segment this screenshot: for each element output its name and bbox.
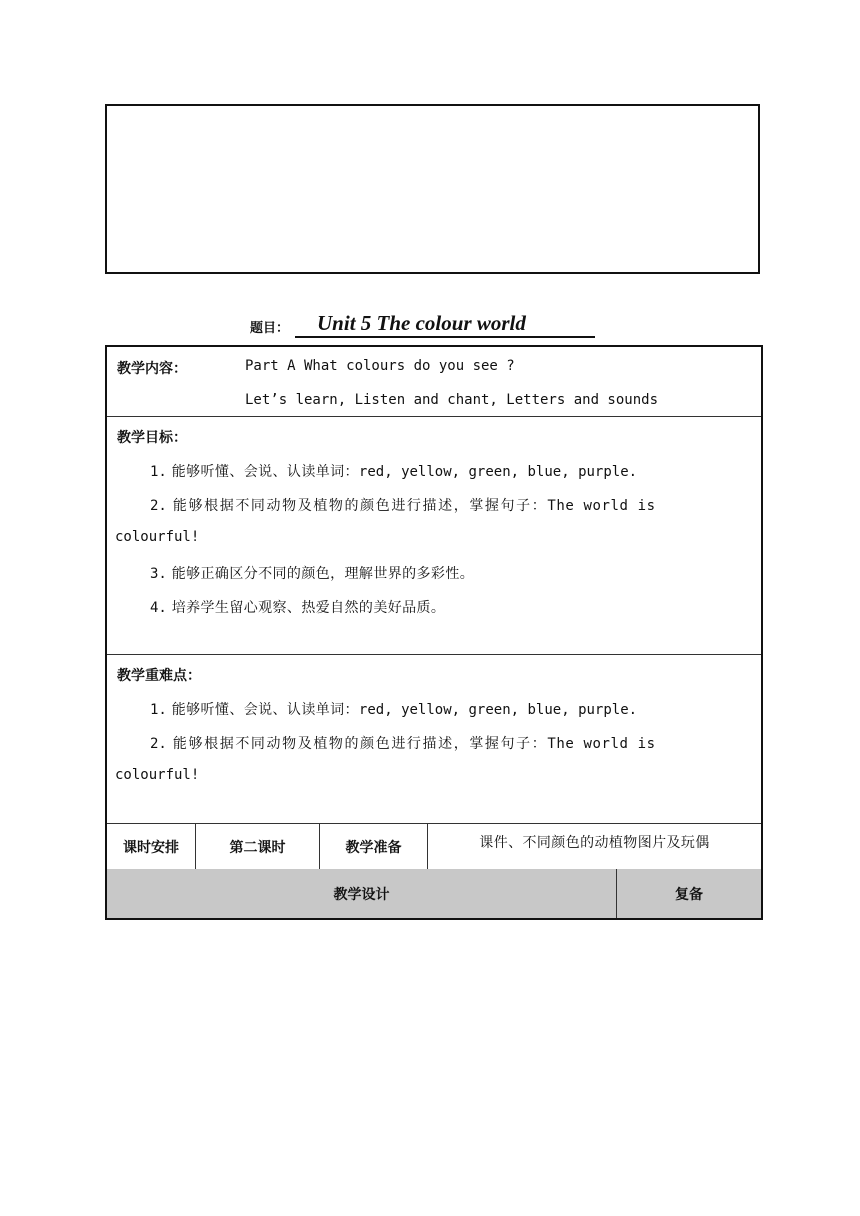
objective-3: [150, 563, 474, 583]
key-point-2-en: The world is: [547, 736, 656, 752]
objective-1-num: 1.: [150, 464, 167, 480]
schedule-row: [107, 823, 761, 871]
lesson-table: [105, 345, 763, 920]
key-point-1-en: red, yellow, green, blue, purple.: [358, 702, 638, 718]
objective-4-cn: 培养学生留心观察、热爱自然的美好品质。: [171, 600, 446, 616]
content-line-1: Part A What colours do you see ?: [245, 358, 515, 374]
key-point-2-cn: 能够根据不同动物及植物的颜色进行描述，掌握句子：: [172, 736, 548, 752]
objective-2-cn: 能够根据不同动物及植物的颜色进行描述，掌握句子：: [172, 498, 548, 514]
key-point-2: [150, 733, 656, 753]
objective-2: [150, 495, 656, 515]
prep-label: 教学准备: [320, 824, 428, 870]
page-title: Unit 5 The colour world: [295, 310, 595, 338]
objective-1-cn: 能够听懂、会说、认读单词：: [171, 464, 359, 480]
title-label: 题目：: [250, 321, 290, 336]
content-line-2: Let’s learn, Listen and chant, Letters and sounds: [245, 392, 659, 408]
design-header: 教学设计: [107, 869, 617, 918]
key-points-row: [107, 655, 761, 823]
objective-3-cn: 能够正确区分不同的颜色，理解世界的多彩性。: [171, 566, 475, 582]
title-line: [250, 308, 595, 338]
objective-4: [150, 597, 445, 617]
content-label: 教学内容：: [117, 361, 187, 377]
objective-3-num: 3.: [150, 566, 167, 582]
objectives-label: 教学目标：: [117, 430, 187, 446]
key-point-2-cont: colourful!: [115, 767, 200, 783]
key-point-1: [150, 699, 637, 719]
prep-value: 课件、不同颜色的动植物图片及玩偶: [479, 835, 710, 851]
objective-1: [150, 461, 637, 481]
design-header-row: [107, 869, 761, 918]
objectives-row: [107, 417, 761, 655]
key-point-2-num: 2.: [150, 736, 167, 752]
schedule-value: 第二课时: [196, 824, 320, 870]
key-points-label: 教学重难点：: [117, 668, 201, 684]
objective-1-en: red, yellow, green, blue, purple.: [358, 464, 638, 480]
review-header: 复备: [675, 886, 703, 903]
objective-2-en: The world is: [547, 498, 656, 514]
key-point-1-num: 1.: [150, 702, 167, 718]
objective-4-num: 4.: [150, 600, 167, 616]
key-point-1-cn: 能够听懂、会说、认读单词：: [171, 702, 359, 718]
content-row: [107, 347, 761, 417]
schedule-label: 课时安排: [107, 824, 196, 870]
objective-2-num: 2.: [150, 498, 167, 514]
objective-2-cont: colourful!: [115, 529, 200, 545]
blank-box: [105, 104, 760, 274]
